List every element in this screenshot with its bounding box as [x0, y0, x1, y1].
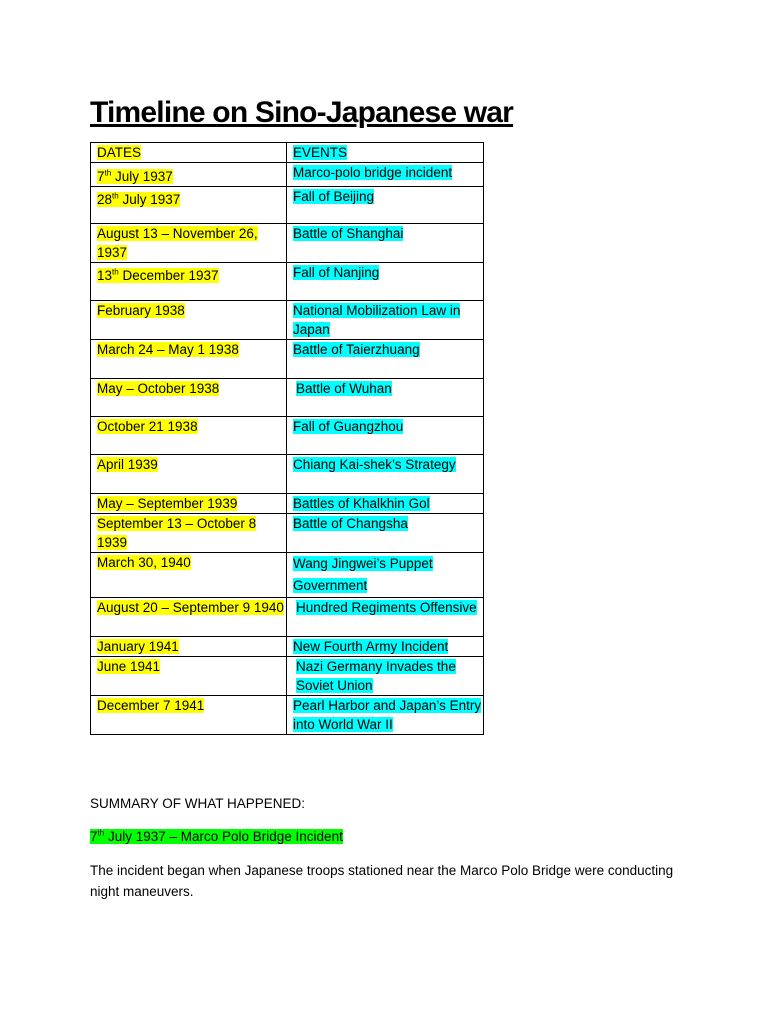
timeline-table	[90, 142, 484, 735]
event-cell	[287, 300, 484, 339]
event-text: Chiang Kai-shek’s Strategy	[293, 456, 456, 472]
header-dates	[91, 143, 287, 163]
incident-heading-highlight	[90, 829, 343, 844]
date-cell	[91, 223, 287, 262]
table-row	[91, 416, 484, 454]
event-text: Battle of Wuhan	[296, 380, 392, 396]
header-events	[287, 143, 484, 163]
event-cell	[287, 186, 484, 223]
date-text	[97, 419, 198, 434]
date-cell	[91, 597, 287, 636]
summary-heading: SUMMARY OF WHAT HAPPENED:	[90, 796, 306, 811]
date-cell	[91, 493, 287, 513]
table-row	[91, 636, 484, 656]
event-cell	[287, 454, 484, 493]
date-main: April 1939	[97, 456, 158, 472]
incident-paragraph: The incident began when Japanese troops stationed near the Marco Polo Bridge were conducting night maneuvers.	[90, 863, 674, 899]
date-cell	[91, 416, 287, 454]
date-main: February 1938	[97, 302, 185, 318]
date-main: January 1941	[97, 638, 179, 654]
incident-heading-text: July 1937 – Marco Polo Bridge Incident	[104, 828, 343, 844]
incident-heading-ordinal: th	[97, 828, 105, 837]
date-text	[97, 342, 239, 357]
table-row	[91, 656, 484, 695]
date-rest: July 1937	[111, 168, 173, 184]
date-cell	[91, 636, 287, 656]
date-text	[97, 516, 256, 550]
date-main: August 13 – November 26, 1937	[97, 225, 258, 260]
event-cell	[287, 513, 484, 552]
date-main: March 30, 1940	[97, 554, 191, 570]
table-row	[91, 597, 484, 636]
date-main: 13	[97, 268, 113, 283]
table-row	[91, 223, 484, 262]
event-text: Fall of Guangzhou	[293, 418, 404, 434]
event-text: Wang Jingwei’s Puppet Government	[293, 555, 433, 593]
event-cell	[287, 416, 484, 454]
event-cell	[287, 656, 484, 695]
event-cell	[287, 262, 484, 300]
date-ordinal: th	[112, 267, 119, 277]
date-text	[97, 600, 284, 615]
date-text	[97, 555, 191, 570]
event-text: Battle of Shanghai	[293, 225, 404, 241]
date-text	[97, 192, 180, 207]
header-events-label: EVENTS	[293, 145, 348, 160]
date-cell	[91, 695, 287, 734]
date-text	[97, 268, 219, 283]
date-cell	[91, 378, 287, 416]
date-main: 7	[97, 168, 105, 184]
event-cell	[287, 493, 484, 513]
date-rest: July 1937	[118, 192, 181, 207]
date-cell	[91, 339, 287, 378]
event-cell	[287, 223, 484, 262]
event-cell	[287, 378, 484, 416]
date-main: 28	[97, 192, 113, 207]
date-rest: December 1937	[118, 268, 219, 283]
event-text: National Mobilization Law in Japan	[293, 302, 461, 337]
date-main: August 20 – September 9 1940	[97, 599, 284, 615]
event-text: Battles of Khalkhin Gol	[293, 495, 430, 511]
date-text	[97, 169, 173, 184]
date-main: March 24 – May 1 1938	[97, 341, 239, 357]
page-title: Timeline on Sino-Japanese war	[90, 96, 514, 129]
date-main: December 7 1941	[97, 697, 205, 713]
event-cell	[287, 695, 484, 734]
date-text	[97, 303, 185, 318]
table-row	[91, 378, 484, 416]
date-ordinal: th	[104, 168, 112, 177]
date-text	[97, 226, 258, 260]
date-cell	[91, 300, 287, 339]
date-text	[97, 457, 158, 472]
table-row	[91, 339, 484, 378]
table-row	[91, 493, 484, 513]
date-cell	[91, 656, 287, 695]
event-text: Marco-polo bridge incident	[293, 165, 453, 180]
date-main: May – September 1939	[97, 495, 238, 511]
incident-heading-day: 7	[90, 828, 98, 844]
date-text	[97, 381, 219, 396]
table-row	[91, 552, 484, 597]
table-row	[91, 695, 484, 734]
date-cell	[91, 163, 287, 187]
table-row	[91, 186, 484, 223]
date-main: September 13 – October 8 1939	[97, 515, 257, 550]
event-text: Fall of Nanjing	[293, 264, 380, 280]
date-text	[97, 659, 160, 674]
date-text	[97, 639, 179, 654]
date-text	[97, 698, 204, 713]
event-text: New Fourth Army Incident	[293, 638, 449, 654]
date-ordinal: th	[112, 191, 119, 201]
date-main: June 1941	[97, 658, 161, 674]
table-row	[91, 454, 484, 493]
event-cell	[287, 339, 484, 378]
table-row	[91, 262, 484, 300]
table-header-row	[91, 143, 484, 163]
event-cell	[287, 597, 484, 636]
date-cell	[91, 186, 287, 223]
date-cell	[91, 552, 287, 597]
event-text: Battle of Changsha	[293, 515, 408, 531]
event-cell	[287, 552, 484, 597]
event-cell	[287, 163, 484, 187]
event-text: Hundred Regiments Offensive	[296, 599, 477, 615]
table-row	[91, 163, 484, 187]
table-row	[91, 513, 484, 552]
event-text: Pearl Harbor and Japan’s Entry into World War II	[293, 697, 482, 732]
incident-heading	[90, 828, 343, 844]
event-text: Fall of Beijing	[293, 188, 375, 204]
date-main: May – October 1938	[97, 380, 220, 396]
event-cell	[287, 636, 484, 656]
date-text	[97, 496, 237, 511]
date-main: October 21 1938	[97, 418, 198, 434]
event-text: Battle of Taierzhuang	[293, 341, 420, 357]
table-row	[91, 300, 484, 339]
header-dates-label: DATES	[97, 145, 142, 160]
date-cell	[91, 262, 287, 300]
date-cell	[91, 454, 287, 493]
event-text: Nazi Germany Invades the Soviet Union	[296, 658, 456, 693]
date-cell	[91, 513, 287, 552]
